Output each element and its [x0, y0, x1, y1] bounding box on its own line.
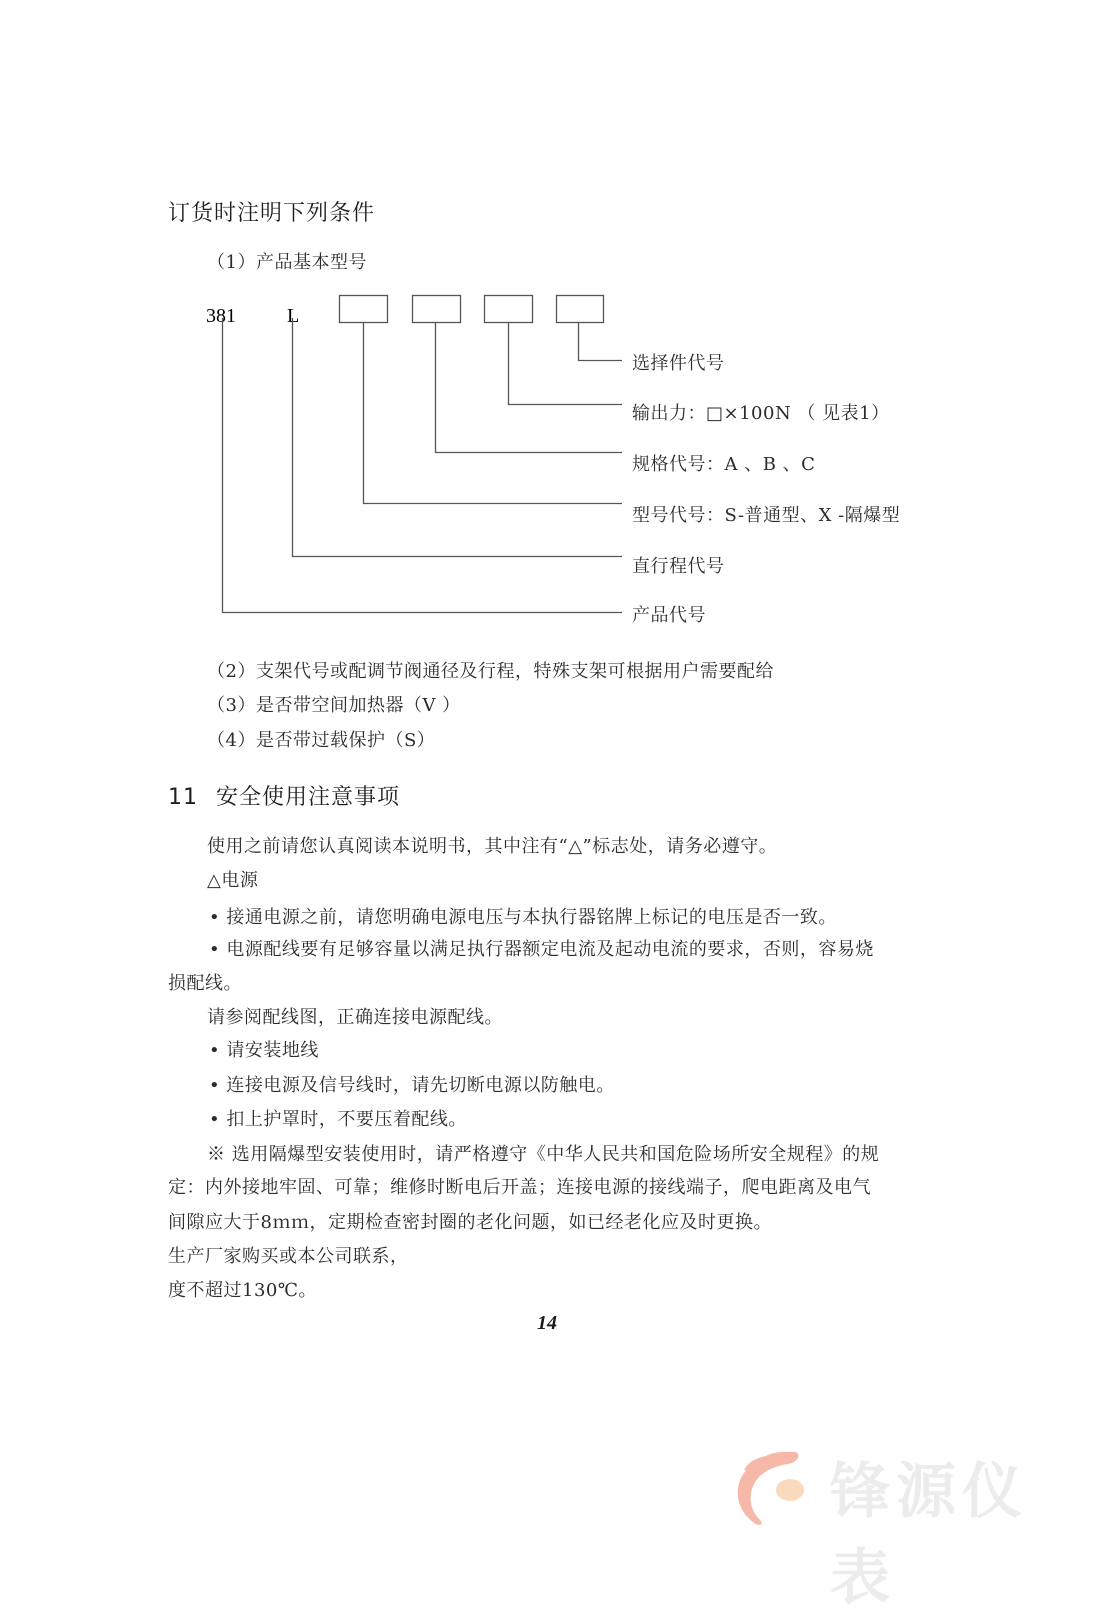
code-box-option — [557, 296, 604, 323]
bullet-cut-power: • 连接电源及信号线时，请先切断电源以防触电。 — [209, 1075, 615, 1096]
bullet-voltage-check: • 接通电源之前，请您明确电源电压与本执行器铭牌上标记的电压是否一致。 — [209, 907, 837, 928]
order-conditions-title: 订货时注明下列条件 — [168, 201, 376, 226]
product-code-text: 381 — [206, 305, 236, 327]
watermark-text: 锋源仪表 — [830, 1457, 1028, 1613]
label-model-code: 型号代号：S-普通型、X -隔爆型 — [632, 505, 901, 526]
order-item-2: （2）支架代号或配调节阀通径及行程，特殊支架可根据用户需要配给 — [207, 661, 774, 682]
bullet-ground: • 请安装地线 — [209, 1040, 319, 1061]
connector-product — [223, 318, 623, 613]
order-item-4: （4）是否带过载保护（S） — [207, 730, 436, 751]
bullet-wiring-capacity-line1: • 电源配线要有足够容量以满足执行器额定电流及起动电流的要求，否则，容易烧 — [209, 939, 874, 960]
section-title: 安全使用注意事项 — [216, 785, 401, 810]
connector-stroke — [293, 318, 623, 557]
watermark-logo-icon — [730, 1440, 830, 1530]
power-heading: △电源 — [207, 870, 259, 891]
code-box-spec — [413, 296, 461, 323]
stroke-code-text: L — [287, 305, 300, 327]
watermark — [730, 1440, 1090, 1613]
bullet-cover: • 扣上护罩时，不要压着配线。 — [209, 1109, 467, 1130]
wiring-note: 请参阅配线图，正确连接电源配线。 — [207, 1007, 503, 1028]
connector-output — [509, 322, 623, 405]
label-product-code: 产品代号 — [632, 605, 706, 626]
safety-intro: 使用之前请您认真阅读本说明书，其中注有“△”标志处，请务必遵守。 — [207, 836, 778, 857]
connector-model — [364, 322, 623, 504]
explosion-proof-note-line2: 定：内外接地牢固、可靠；维修时断电后开盖；连接电源的接线端子，爬电距离及电气 — [168, 1177, 871, 1198]
tail-text-line2: 度不超过130℃。 — [168, 1280, 317, 1301]
safety-section-heading — [168, 780, 400, 811]
label-stroke-code: 直行程代号 — [632, 556, 725, 577]
label-option-code: 选择件代号 — [632, 353, 725, 374]
explosion-proof-note-line3: 间隙应大于8ｍｍ，定期检查密封圈的老化问题，如已经老化应及时更换。 — [168, 1212, 772, 1233]
page-number: 14 — [537, 1312, 557, 1334]
tail-text-line1: 生产厂家购买或本公司联系， — [168, 1246, 409, 1267]
order-item-3: （3）是否带空间加热器（V ） — [207, 695, 461, 716]
connector-spec — [436, 322, 623, 453]
model-number-diagram — [0, 0, 1102, 700]
order-item-1: （1）产品基本型号 — [207, 252, 367, 273]
connector-option — [579, 322, 623, 361]
label-output-force: 输出力：□×100N （ 见表1） — [632, 403, 890, 424]
code-box-output — [485, 296, 533, 323]
bullet-wiring-capacity-line2: 损配线。 — [168, 973, 242, 994]
explosion-proof-note-line1: ※ 选用隔爆型安装使用时，请严格遵守《中华人民共和国危险场所安全规程》的规 — [207, 1144, 880, 1165]
code-box-model — [340, 296, 388, 323]
section-number: 11 — [168, 785, 198, 810]
label-spec-code: 规格代号：A 、B 、C — [632, 454, 816, 475]
